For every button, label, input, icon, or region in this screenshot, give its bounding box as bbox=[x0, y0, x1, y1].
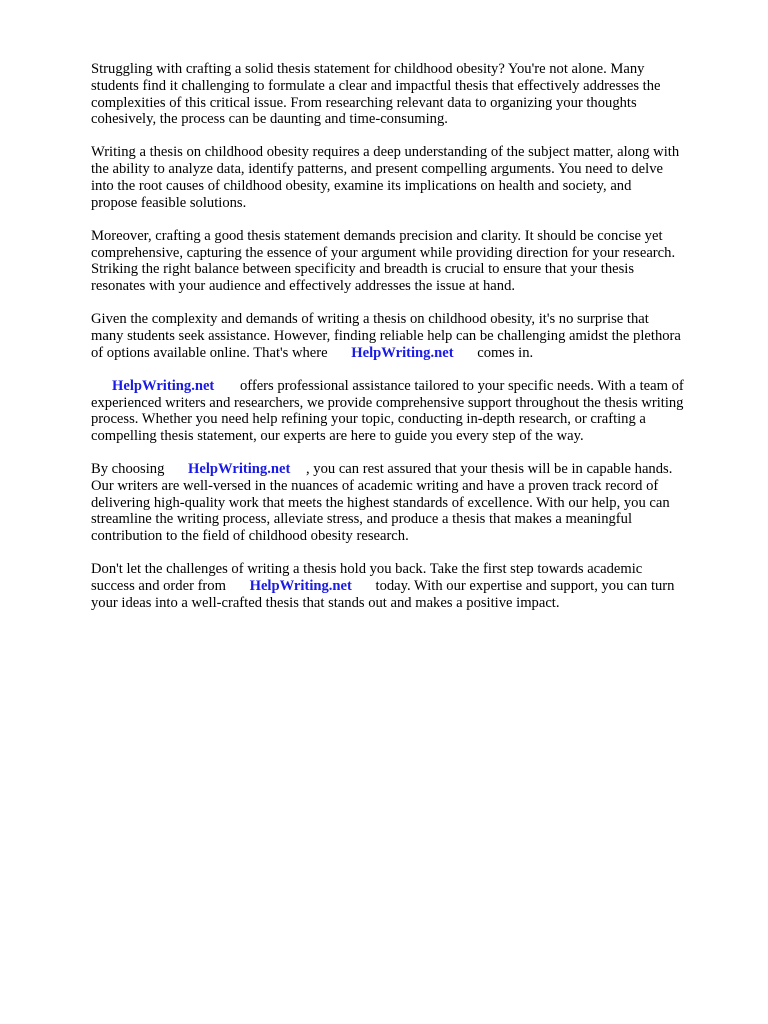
paragraph-text: Given the complexity and demands of writing a thesis on childhood obesity, it's no surprise that many students seek assistance. However, finding reliable help can be challenging amidst the plethora of options available online. That's where bbox=[91, 311, 681, 361]
helpwriting-link[interactable]: HelpWriting.net bbox=[249, 578, 352, 595]
paragraph-intro: Struggling with crafting a solid thesis statement for childhood obesity? You're not alone. Many students find it challenging to formulate a clear and impactful thesis that effectively addresses the complexities of this critical issue. From researching relevant data to organizing your thoughts cohesively, the process can be daunting and time-consuming. bbox=[91, 61, 661, 128]
helpwriting-link[interactable]: HelpWriting.net bbox=[351, 344, 454, 361]
paragraph-precision: Moreover, crafting a good thesis statement demands precision and clarity. It should be concise yet comprehensive, capturing the essence of your argument while providing direction for your research. Striking the right balance between specificity and breadth is crucial to ensure that your thesis resonates with your audience and effectively addresses the issue at hand. bbox=[91, 227, 676, 295]
paragraph-text: offers professional assistance tailored to your specific needs. With a team of experienced writers and researchers, we provide comprehensive support throughout the thesis writing process. Whether you need help refining your topic, conducting in-depth research, or crafting a compelling thesis statement, our experts are here to guide you every step of the way. bbox=[91, 377, 684, 445]
helpwriting-link[interactable]: HelpWriting.net bbox=[188, 461, 291, 478]
paragraph-closing bbox=[91, 561, 731, 611]
paragraph-text: Don't let the challenges of writing a thesis hold you back. Take the first step towards academic success and order from bbox=[91, 561, 643, 595]
paragraph-choosing bbox=[91, 461, 731, 545]
paragraph-text: comes in. bbox=[473, 344, 534, 361]
paragraph-text: , you can rest assured that your thesis will be in capable hands. Our writers are well-versed in the nuances of academic writing and have a proven track record of delivering high-quality work that meets the highest standards of excellence. With our help, you can streamline the writing process, alleviate stress, and produce a thesis that makes a meaningful contribution to the field of childhood obesity research. bbox=[91, 461, 673, 545]
paragraph-assistance bbox=[91, 311, 731, 361]
paragraph-text: today. With our expertise and support, you can turn your ideas into a well-crafted thesis that stands out and makes a positive impact. bbox=[91, 578, 675, 611]
paragraph-offer bbox=[91, 378, 731, 445]
paragraph-requirements: Writing a thesis on childhood obesity requires a deep understanding of the subject matter, along with the ability to analyze data, identify patterns, and present compelling arguments. You need to delve into the root causes of childhood obesity, examine its implications on health and society, and propose feasible solutions. bbox=[91, 144, 680, 211]
helpwriting-link[interactable]: HelpWriting.net bbox=[112, 377, 215, 394]
paragraph-text: By choosing bbox=[91, 461, 169, 478]
document-page bbox=[91, 61, 731, 628]
